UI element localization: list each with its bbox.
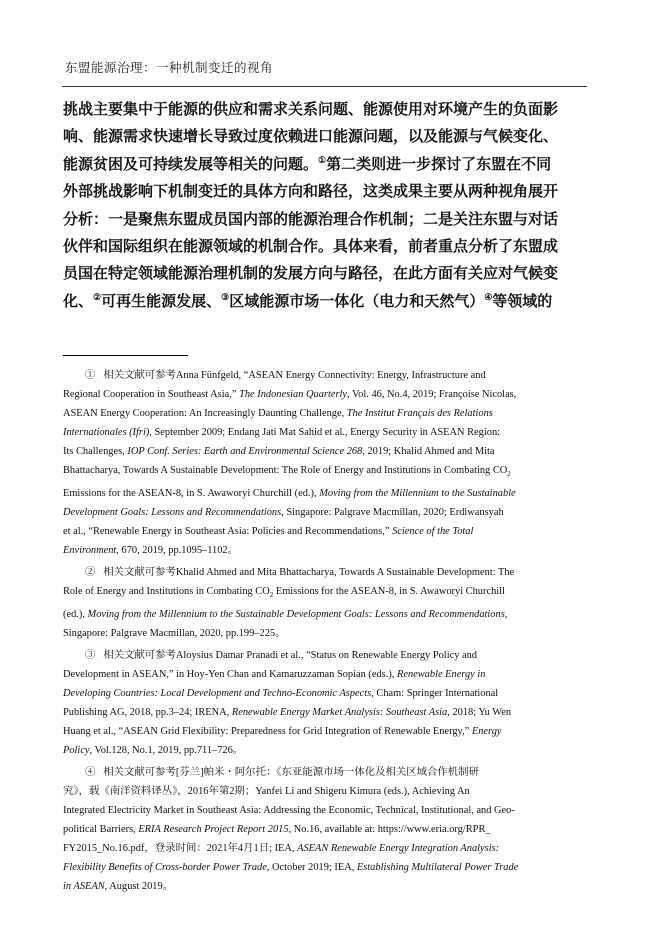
footnote-2: ② 相关文献可参考Khalid Ahmed and Mita Bhattacharya, Towards A Sustainable Development: The Role of Energy and Institutions in Combating $CO_2$ Emissions for the ASEAN-8, in S. Awaworyi Churchill (ed.), Moving from the Millennium to the Sustainable Development Goals: Lessons and Recommendations, Singapore: Palgrave Macmillan, 2020, pp.199–225。 — [63, 567, 515, 640]
header-rule — [62, 86, 587, 87]
footnote-ref[interactable]: ③ — [221, 292, 230, 303]
body-line: 外部挑战影响下机制变迁的具体方向和路径，这类成果主要从两种视角展开 — [63, 182, 559, 201]
footnote-marker: ④ — [85, 767, 96, 779]
body-line: 挑战主要集中于能源的供应和需求关系问题、能源使用对环境产生的负面影 — [63, 100, 559, 118]
footnote-3: ③ 相关文献可参考Aloysius Damar Pranadi et al., “Status on Renewable Energy Policy and Development in ASEAN,” in Hoy-Yen Chan and Kamaruzzaman Sopian (eds.), Renewable Energy in Developing Countries: Local Development and Techno-Economic Aspects, Cham: Springer International Publishing AG, 2018, pp.3–24; IRENA, Renewable Energy Market Analysis: Southeast Asia, 2018; Yu Wen Huang et al., “ASEAN Grid Flexibility: Preparedness for Grid Integration of Renewable Energy,” Energy Policy, Vol.128, No.1, 2019, pp.711–726。 — [63, 650, 512, 757]
body-line: 化、②可再生能源发展、③区域能源市场一体化（电力和天然气）④等领域的 — [63, 291, 553, 310]
footnotes — [63, 366, 560, 899]
footnote-marker: ③ — [85, 650, 96, 662]
footnote-ref[interactable]: ④ — [484, 292, 493, 303]
body-line: 响、能源需求快速增长导致过度依赖进口能源问题，以及能源与气候变化、 — [63, 127, 559, 146]
footnote-marker: ② — [85, 567, 96, 579]
body-paragraph — [63, 96, 563, 315]
footnote-separator — [63, 355, 188, 356]
body-line: 能源贫困及可持续发展等相关的问题。①第二类则进一步探讨了东盟在不同 — [63, 154, 552, 173]
footnote-ref[interactable]: ② — [93, 292, 102, 303]
footnote-marker: ① — [85, 370, 96, 381]
footnote-ref[interactable]: ① — [318, 155, 327, 166]
body-line: 分析：一是聚焦东盟成员国内部的能源治理合作机制；二是关注东盟与对话 — [63, 209, 559, 228]
running-header: 东盟能源治理：一种机制变迁的视角 — [65, 60, 274, 75]
footnote-4: ④ 相关文献可参考[芬兰]帕米・阿尔托：《东亚能源市场一体化及相关区域合作机制研 究》，载《南洋资料译丛》，2016年第2期；Yanfei Li and Shigeru Kimura (eds.), Achieving An Integrated Electricity Market in Southeast Asia: Addressing the Economic, Technical, Institutional, and Geo- political Barriers, ERIA Research Project Report 2015, No.16, available at: https://www.eria.org/RPR_ FY2015_No.16.pdf，登录时间：2021年4月1日; IEA, ASEAN Renewable Energy Integration Analysis: Flexibility Benefits of Cross-border Power Trade, October 2019; IEA, Establishing Multilateral Power Trade in ASEAN, August 2019。 — [63, 767, 519, 893]
footnote-1: ① 相关文献可参考Anna Fünfgeld, “ASEAN Energy Connectivity: Energy, Infrastructure and Regional Cooperation in Southeast Asia,” The Indonesian Quarterly, Vol. 46, No.4, 2019; Françoise Nicolas, ASEAN Energy Cooperation: An Increasingly Daunting Challenge, The Institut Français des Relations Internationales (Ifri), September 2009; Endang Jati Mat Sahid et al., Energy Security in ASEAN Region: Its Challenges, IOP Conf. Series: Earth and Environmental Science 268, 2019; Khalid Ahmed and Mita Bhattacharya, Towards A Sustainable Development: The Role of Energy and Institutions in Combating $CO_2$ Emissions for the ASEAN-8, in S. Awaworyi Churchill (ed.), Moving from the Millennium to the Sustainable Development Goals: Lessons and Recommendations, Singapore: Palgrave Macmillan, 2020; Erdiwansyah et al., “Renewable Energy in Southeast Asia: Policies and Recommendations,” Science of the Total Environment, 670, 2019, pp.1095–1102。 — [63, 370, 517, 557]
body-line: 伙伴和国际组织在能源领域的机制合作。具体来看，前者重点分析了东盟成 — [63, 236, 559, 255]
body-line: 员国在特定领域能源治理机制的发展方向与路径，在此方面有关应对气候变 — [63, 264, 559, 283]
